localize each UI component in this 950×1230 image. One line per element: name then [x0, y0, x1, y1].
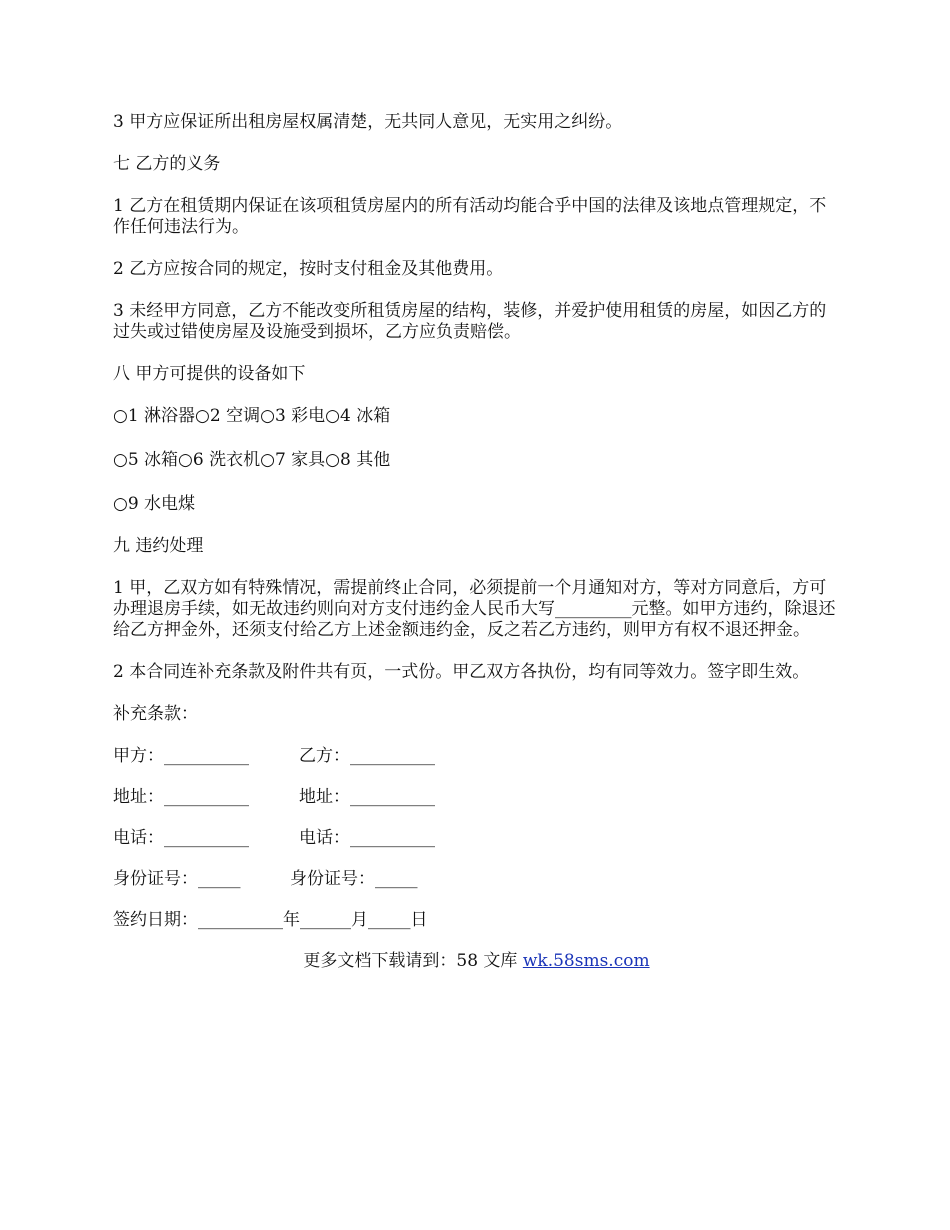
signature-row-address — [113, 787, 840, 808]
equipment-list: ○1 淋浴器○2 空调○3 彩电○4 冰箱 — [113, 406, 391, 426]
id-a-field: 身份证号：_____ — [113, 869, 241, 889]
footer-link[interactable]: wk.58sms.com — [522, 951, 650, 971]
clause-paragraph: 1 甲，乙双方如有特殊情况，需提前终止合同，必须提前一个月通知对方，等对方同意后，方可办理退房手续，如无故违约则向对方支付违约金人民币大写_________元整。如甲方违约，除退还给乙方押金外，还须支付给乙方上述金额违约金，反之若乙方违约，则甲方有权不退还押金。 — [113, 578, 836, 640]
address-b-field: 地址：__________ — [299, 787, 435, 807]
equipment-list: ○5 冰箱○6 洗衣机○7 家具○8 其他 — [113, 450, 391, 470]
section-heading: 九 违约处理 — [113, 536, 204, 556]
sign-date-field: 签约日期：__________年______月_____日 — [113, 910, 428, 930]
footer-text: 更多文档下载请到：58 文库 — [303, 951, 523, 971]
signature-row-phone — [113, 828, 840, 849]
clause-paragraph: 2 乙方应按合同的规定，按时支付租金及其他费用。 — [113, 259, 504, 279]
phone-b-field: 电话：__________ — [299, 828, 435, 848]
party-b-field: 乙方：__________ — [299, 746, 435, 766]
equipment-list: ○9 水电煤 — [113, 494, 196, 514]
clause-paragraph: 1 乙方在租赁期内保证在该项租赁房屋内的所有活动均能合乎中国的法律及该地点管理规定，不作任何违法行为。 — [113, 196, 827, 237]
id-b-field: 身份证号：_____ — [290, 869, 418, 889]
phone-a-field: 电话：__________ — [113, 828, 249, 848]
signature-row-date — [113, 910, 840, 931]
footer — [113, 951, 840, 972]
signature-row-party — [113, 746, 840, 767]
document-body — [113, 112, 840, 972]
clause-paragraph: 3 未经甲方同意，乙方不能改变所租赁房屋的结构，装修，并爱护使用租赁的房屋，如因乙方的过失或过错使房屋及设施受到损坏，乙方应负责赔偿。 — [113, 301, 827, 342]
section-heading: 八 甲方可提供的设备如下 — [113, 364, 306, 384]
section-heading: 七 乙方的义务 — [113, 154, 221, 174]
clause-paragraph: 2 本合同连补充条款及附件共有页，一式份。甲乙双方各执份，均有同等效力。签字即生效。 — [113, 662, 810, 682]
signature-row-id — [113, 869, 840, 890]
clause-paragraph: 3 甲方应保证所出租房屋权属清楚，无共同人意见，无实用之纠纷。 — [113, 112, 623, 132]
address-a-field: 地址：__________ — [113, 787, 249, 807]
supplementary-terms-label: 补充条款： — [113, 704, 198, 724]
party-a-field: 甲方：__________ — [113, 746, 249, 766]
